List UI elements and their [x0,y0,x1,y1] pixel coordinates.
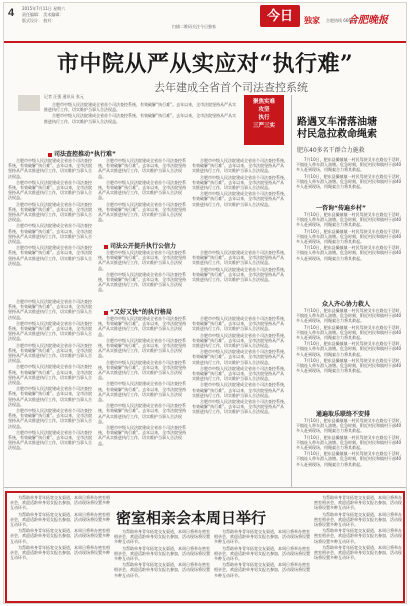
paragraph: 为帮助单身青年拓宽交友渠道，本周日将举办密室相亲会，欢迎适龄单身男女报名参加，活动现场将设置多种互动环节。 [10,528,110,544]
paragraph: 合肥市中级人民法院建成全省首个司法查控系统，有效破解“执行难”。去年以来，全市法院坚持从严从实推进执行工作，切实维护当事人合法权益。 [8,223,93,245]
paragraph: 合肥市中级人民法院建成全省首个司法查控系统，有效破解“执行难”。去年以来，全市法院坚持从严从实推进执行工作，切实维护当事人合法权益。 [98,271,187,293]
bottom-article-text [314,495,402,599]
article-column [98,158,188,238]
paragraph: 合肥市中级人民法院建成全省首个司法查控系统，有效破解“执行难”。去年以来，全市法院坚持从严从实推进执行工作，切实维护当事人合法权益。 [98,158,187,179]
paragraph: 合肥市中级人民法院建成全省首个司法查控系统，有效破解“执行难”。去年以来，全市法院坚持从严从实推进执行工作，切实维护当事人合法权益。 [98,381,187,403]
paragraph: 合肥市中级人民法院建成全省首个司法查控系统，有效破解“执行难”。去年以来，全市法院坚持从严从实推进执行工作，切实维护当事人合法权益。 [192,191,288,207]
bottom-article-text [10,495,110,599]
right-section-heading: 一咨询“传遍乡村” [316,205,366,212]
lead-paragraph [44,102,240,140]
slogan-box [244,95,284,145]
paragraph: 合肥市中级人民法院建成全省首个司法查控系统，有效破解“执行难”。去年以来，全市法院坚持从严从实推进执行工作，切实维护当事人合法权益。 [98,250,187,271]
byline: 记者 汪强 通讯员 张元 [44,94,84,99]
paragraph: 为帮助单身青年拓宽交友渠道，本周日将举办密室相亲会，欢迎适龄单身男女报名参加，活动现场将设置多种互动环节。 [214,562,310,578]
right-headline-line: 村民急拉救命绳索 [297,129,377,140]
article-column [192,250,288,304]
right-article-text [296,308,404,406]
section-heading: 司法查控推动“执行难” [48,149,116,158]
paragraph: 合肥市中级人民法院建成全省首个司法查控系统，有效破解“执行难”。去年以来，全市法院坚持从严从实推进执行工作，切实维护当事人合法权益。 [192,316,288,332]
paragraph: 7月10日，肥东县撮镇镇一村民驾驶叉车在路边干活时，不慎连人带车滑入油塘。危急时刻，附近村民和镇村干部40多人赶到现场，用绳索合力将其救起。 [296,434,404,451]
slogan-line: 攻坚 [258,107,270,113]
section-divider [4,487,406,488]
paragraph: 合肥市中级人民法院建成全省首个司法查控系统，有效破解“执行难”。去年以来，全市法院坚持从严从实推进执行工作，切实维护当事人合法权益。 [8,158,93,179]
article-column [98,316,188,483]
meta-line: 责任编辑： 美术编辑： [22,12,64,17]
paragraph: 合肥市中级人民法院建成全省首个司法查控系统，有效破解“执行难”。去年以来，全市法院坚持从严从实推进执行工作，切实维护当事人合法权益。 [192,382,288,398]
column-divider [291,95,292,487]
paragraph: 合肥市中级人民法院建成全省首个司法查控系统，有效破解“执行难”。去年以来，全市法院坚持从严从实推进执行工作，切实维护当事人合法权益。 [8,201,93,223]
slogan-line: 执行 [258,115,270,121]
article-column [8,158,94,290]
right-article-text [296,157,404,201]
section-logo: 今日 [260,5,300,27]
paragraph: 7月10日，肥东县撮镇镇一村民驾驶叉车在路边干活时，不慎连人带车滑入油塘。危急时刻，附近村民和镇村干部40多人赶到现场，用绳索合力将其救起。 [296,245,404,261]
paragraph: 合肥市中级人民法院建成全省首个司法查控系统，有效破解“执行难”。去年以来，全市法院坚持从严从实推进执行工作，切实维护当事人合法权益。 [192,158,288,174]
meta-line: 2015年7月11日 星期六 [22,6,66,11]
paragraph: 合肥市中级人民法院建成全省首个司法查控系统，有效破解“执行难”。去年以来，全市法院坚持从严从实推进执行工作，切实维护当事人合法权益。 [98,359,187,381]
main-subhead: 去年建成全省首个司法查控系统 [154,81,308,94]
article-column [192,158,288,238]
paragraph: 合肥市中级人民法院建成全省首个司法查控系统，有效破解“执行难”。去年以来，全市法院坚持从严从实推进执行工作，切实维护当事人合法权益。 [8,245,93,266]
paragraph: 合肥市中级人民法院建成全省首个司法查控系统，有效破解“执行难”。去年以来，全市法院坚持从严从实推进执行工作，切实维护当事人合法权益。 [8,429,93,451]
lead-text: 合肥市中级人民法院建成全省首个司法查控系统，有效破解“执行难”。去年以来，全市法院坚持从严从实推进执行工作，切实维护当事人合法权益。 [44,113,237,124]
header-middle-text: 扫描二维码关注今日独家 [172,24,216,29]
paragraph: 为帮助单身青年拓宽交友渠道，本周日将举办密室相亲会，欢迎适龄单身男女报名参加，活动现场将设置多种互动环节。 [314,511,402,528]
right-section-heading: 通遍取乐联络不安排 [316,411,371,418]
paragraph: 合肥市中级人民法院建成全省首个司法查控系统，有效破解“执行难”。去年以来，全市法院坚持从严从实推进执行工作，切实维护当事人合法权益。 [192,174,288,191]
paragraph: 7月10日，肥东县撮镇镇一村民驾驶叉车在路边干活时，不慎连人带车滑入油塘。危急时刻，附近村民和镇村干部40多人赶到现场，用绳索合力将其救起。 [296,228,404,245]
paragraph: 7月10日，肥东县撮镇镇一村民驾驶叉车在路边干活时，不慎连人带车滑入油塘。危急时刻，附近村民和镇村干部40多人赶到现场，用绳索合力将其救起。 [296,212,404,228]
paragraph: 7月10日，肥东县撮镇镇一村民驾驶叉车在路边干活时，不慎连人带车滑入油塘。危急时刻，附近村民和镇村干部40多人赶到现场，用绳索合力将其救起。 [296,451,404,467]
lead-text: 合肥市中级人民法院建成全省首个司法查控系统，有效破解“执行难”。去年以来，全市法院坚持从严从实推进执行工作，切实维护当事人合法权益。 [44,102,237,113]
paragraph: 合肥市中级人民法院建成全省首个司法查控系统，有效破解“执行难”。去年以来，全市法院坚持从严从实推进执行工作，切实维护当事人合法权益。 [8,342,93,364]
section-heading: 司法公开提升执行公信力 [104,241,176,250]
main-headline: 市中院从严从实应对“执行难” [56,51,354,77]
right-section-heading: 众人齐心协力救人 [322,301,371,308]
section-name: 独家 [304,16,320,25]
paragraph: 合肥市中级人民法院建成全省首个司法查控系统，有效破解“执行难”。去年以来，全市法院坚持从严从实推进执行工作，切实维护当事人合法权益。 [8,320,93,342]
paragraph: 7月10日，肥东县撮镇镇一村民驾驶叉车在路边干活时，不慎连人带车滑入油塘。危急时刻，附近村民和镇村干部40多人赶到现场，用绳索合力将其救起。 [296,157,404,173]
paragraph: 合肥市中级人民法院建成全省首个司法查控系统，有效破解“执行难”。去年以来，全市法院坚持从严从实推进执行工作，切实维护当事人合法权益。 [192,250,288,266]
section-heading: “又好又快”的执行格局 [104,307,172,316]
slogan-line: 聚焦实难 [252,99,275,105]
paragraph: 合肥市中级人民法院建成全省首个司法查控系统，有效破解“执行难”。去年以来，全市法院坚持从严从实推进执行工作，切实维护当事人合法权益。 [192,349,288,365]
newspaper-page [3,2,407,604]
paragraph: 合肥市中级人民法院建成全省首个司法查控系统，有效破解“执行难”。去年以来，全市法院坚持从严从实推进执行工作，切实维护当事人合法权益。 [98,403,187,424]
photo [18,95,40,111]
right-article-text [296,418,404,484]
paragraph: 合肥市中级人民法院建成全省首个司法查控系统，有效破解“执行难”。去年以来，全市法院坚持从严从实推进执行工作，切实维护当事人合法权益。 [8,364,93,386]
paragraph: 合肥市中级人民法院建成全省首个司法查控系统，有效破解“执行难”。去年以来，全市法院坚持从严从实推进执行工作，切实维护当事人合法权益。 [98,337,187,359]
paragraph: 为帮助单身青年拓宽交友渠道，本周日将举办密室相亲会，欢迎适龄单身男女报名参加，活动现场将设置多种互动环节。 [114,529,210,545]
newspaper-brand: 合肥晚报 [348,15,388,26]
paragraph: 合肥市中级人民法院建成全省首个司法查控系统，有效破解“执行难”。去年以来，全市法院坚持从严从实推进执行工作，切实维护当事人合法权益。 [192,365,288,382]
section-hotline: 合肥热线 66611 [326,18,356,23]
bottom-article-text [214,529,310,599]
article-column [8,299,94,483]
paragraph: 为帮助单身青年拓宽交友渠道，本周日将举办密室相亲会，欢迎适龄单身男女报名参加，活动现场将设置多种互动环节。 [10,544,110,561]
bottom-article-title: 密室相亲会本周日举行 [116,509,267,527]
article-column [98,250,188,304]
paragraph: 为帮助单身青年拓宽交友渠道，本周日将举办密室相亲会，欢迎适龄单身男女报名参加，活动现场将设置多种互动环节。 [214,545,310,562]
paragraph: 合肥市中级人民法院建成全省首个司法查控系统，有效破解“执行难”。去年以来，全市法院坚持从严从实推进执行工作，切实维护当事人合法权益。 [8,408,93,429]
slogan-line: 三严三实 [252,123,275,129]
paragraph: 7月10日，肥东县撮镇镇一村民驾驶叉车在路边干活时，不慎连人带车滑入油塘。危急时刻，附近村民和镇村干部40多人赶到现场，用绳索合力将其救起。 [296,418,404,434]
page-header [4,3,406,43]
paragraph: 7月10日，肥东县撮镇镇一村民驾驶叉车在路边干活时，不慎连人带车滑入油塘。危急时刻，附近村民和镇村干部40多人赶到现场，用绳索合力将其救起。 [296,308,404,324]
paragraph: 为帮助单身青年拓宽交友渠道，本周日将举办密室相亲会，欢迎适龄单身男女报名参加，活动现场将设置多种互动环节。 [114,562,210,578]
paragraph: 合肥市中级人民法院建成全省首个司法查控系统，有效破解“执行难”。去年以来，全市法院坚持从严从实推进执行工作，切实维护当事人合法权益。 [8,179,93,201]
paragraph: 为帮助单身青年拓宽交友渠道，本周日将举办密室相亲会，欢迎适龄单身男女报名参加，活动现场将设置多种互动环节。 [214,529,310,545]
article-column [192,316,288,483]
right-headline [297,117,377,141]
right-headline-line: 路遇叉车滑落油塘 [297,117,377,128]
paragraph: 7月10日，肥东县撮镇镇一村民驾驶叉车在路边干活时，不慎连人带车滑入油塘。危急时刻，附近村民和镇村干部40多人赶到现场，用绳索合力将其救起。 [296,357,404,374]
paragraph: 合肥市中级人民法院建成全省首个司法查控系统，有效破解“执行难”。去年以来，全市法院坚持从严从实推进执行工作，切实维护当事人合法权益。 [98,316,187,337]
paragraph: 为帮助单身青年拓宽交友渠道，本周日将举办密室相亲会，欢迎适龄单身男女报名参加，活动现场将设置多种互动环节。 [314,544,402,561]
paragraph: 合肥市中级人民法院建成全省首个司法查控系统，有效破解“执行难”。去年以来，全市法院坚持从严从实推进执行工作，切实维护当事人合法权益。 [8,299,93,320]
bottom-article-text [114,529,210,599]
paragraph: 为帮助单身青年拓宽交友渠道，本周日将举办密室相亲会，欢迎适龄单身男女报名参加，活动现场将设置多种互动环节。 [10,495,110,511]
paragraph: 合肥市中级人民法院建成全省首个司法查控系统，有效破解“执行难”。去年以来，全市法院坚持从严从实推进执行工作，切实维护当事人合法权益。 [98,179,187,201]
paragraph: 合肥市中级人民法院建成全省首个司法查控系统，有效破解“执行难”。去年以来，全市法院坚持从严从实推进执行工作，切实维护当事人合法权益。 [192,266,288,283]
issue-meta [22,6,142,24]
paragraph: 7月10日，肥东县撮镇镇一村民驾驶叉车在路边干活时，不慎连人带车滑入油塘。危急时刻，附近村民和镇村干部40多人赶到现场，用绳索合力将其救起。 [296,324,404,341]
paragraph: 7月10日，肥东县撮镇镇一村民驾驶叉车在路边干活时，不慎连人带车滑入油塘。危急时刻，附近村民和镇村干部40多人赶到现场，用绳索合力将其救起。 [296,341,404,357]
paragraph: 7月10日，肥东县撮镇镇一村民驾驶叉车在路边干活时，不慎连人带车滑入油塘。危急时刻，附近村民和镇村干部40多人赶到现场，用绳索合力将其救起。 [296,173,404,190]
paragraph: 合肥市中级人民法院建成全省首个司法查控系统，有效破解“执行难”。去年以来，全市法院坚持从严从实推进执行工作，切实维护当事人合法权益。 [8,386,93,407]
paragraph: 为帮助单身青年拓宽交友渠道，本周日将举办密室相亲会，欢迎适龄单身男女报名参加，活动现场将设置多种互动环节。 [314,528,402,544]
paragraph: 合肥市中级人民法院建成全省首个司法查控系统，有效破解“执行难”。去年以来，全市法院坚持从严从实推进执行工作，切实维护当事人合法权益。 [98,425,187,446]
paragraph: 为帮助单身青年拓宽交友渠道，本周日将举办密室相亲会，欢迎适龄单身男女报名参加，活动现场将设置多种互动环节。 [114,545,210,562]
paragraph: 为帮助单身青年拓宽交友渠道，本周日将举办密室相亲会，欢迎适龄单身男女报名参加，活动现场将设置多种互动环节。 [10,511,110,528]
right-subhead: 肥东40多名干群合力施救 [297,147,365,154]
paragraph: 合肥市中级人民法院建成全省首个司法查控系统，有效破解“执行难”。去年以来，全市法院坚持从严从实推进执行工作，切实维护当事人合法权益。 [192,399,288,415]
meta-line: 版式设计： 校对： [22,18,56,23]
right-article-text [296,212,404,296]
paragraph: 为帮助单身青年拓宽交友渠道，本周日将举办密室相亲会，欢迎适龄单身男女报名参加，活动现场将设置多种互动环节。 [314,495,402,511]
paragraph: 合肥市中级人民法院建成全省首个司法查控系统，有效破解“执行难”。去年以来，全市法院坚持从严从实推进执行工作，切实维护当事人合法权益。 [98,201,187,223]
paragraph: 合肥市中级人民法院建成全省首个司法查控系统，有效破解“执行难”。去年以来，全市法院坚持从严从实推进执行工作，切实维护当事人合法权益。 [192,332,288,349]
page-number: 4 [8,7,15,19]
